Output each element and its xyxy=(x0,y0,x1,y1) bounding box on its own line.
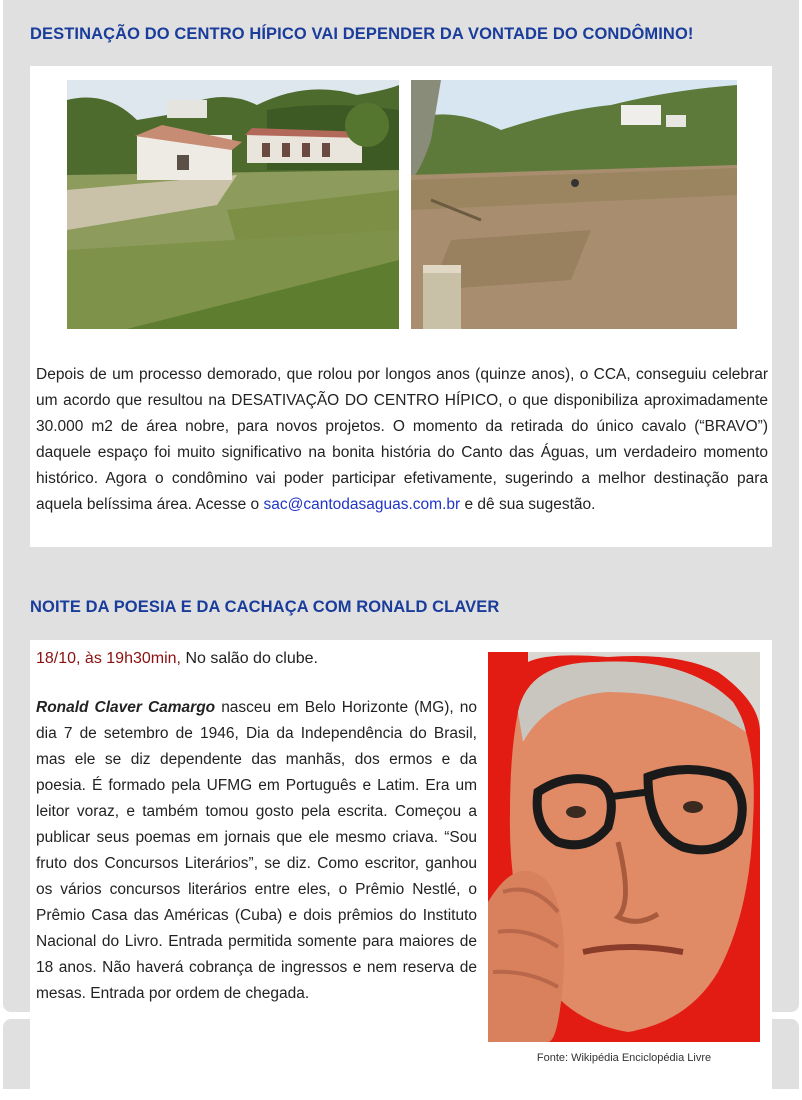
photo-centro-hipico-stables xyxy=(67,80,399,329)
photo-credit: Fonte: Wikipédia Enciclopédia Livre xyxy=(536,1052,712,1064)
article-body-noite-da-poesia xyxy=(36,695,477,1007)
article-card-noite-da-poesia xyxy=(30,640,772,1100)
event-date: 18/10, às 19h30min, xyxy=(36,650,181,667)
event-place: No salão do clube. xyxy=(185,650,318,667)
article-title-centro-hipico: DESTINAÇÃO DO CENTRO HÍPICO VAI DEPENDER DA VONTADE DO CONDÔMINO! xyxy=(30,25,694,43)
article-body-main: Depois de um processo demorado, que rolou por longos anos (quinze anos), o CCA, conseguiu celebrar um acordo que resultou na DESATIVAÇÃO DO CENTRO HÍPICO, o que disponibiliza aproximadamente 30.000 m2 de área nobre, para novos projetos. O momento da retirada do único cavalo (“BRAVO”) daquele espaço foi muito significativo na bonita história do Canto das Águas, um verdadeiro momento histórico. Agora o condômino vai poder participar efetivamente, sugerindo a melhor destinação para aquela belíssima área. Acesse o xyxy=(36,366,768,513)
person-bio: nasceu em Belo Horizonte (MG), no dia 7 de setembro de 1946, Dia da Independência do Brasil, mas ele se diz dependente das manhãs, dos ermos e da poesia. É formado pela UFMG em Português e Latim. Era um leitor voraz, e também tomou gosto pela escrita. Começou a publicar seus poemas em jornais que ele mesmo criava. “Sou fruto dos Concursos Literários”, se diz. Como escritor, ganhou os vários concursos literários entre eles, o Prêmio Nestlé, o Prêmio Casa das Américas (Cuba) e dois prêmios do Instituto Nacional do Livro. Entrada permitida somente para maiores de 18 anos. Não haverá cobrança de ingressos e nem reserva de mesas. Entrada por ordem de chegada. xyxy=(36,699,478,1002)
photo-centro-hipico-field xyxy=(411,80,737,329)
event-info xyxy=(36,648,318,670)
contact-email-link[interactable]: sac@cantodasaguas.com.br xyxy=(263,496,461,513)
article-body-end: e dê sua sugestão. xyxy=(464,496,596,513)
article-body-centro-hipico xyxy=(36,362,768,518)
portrait-ronald-claver xyxy=(488,652,760,1042)
article-card-centro-hipico xyxy=(30,66,772,547)
article-title-noite-da-poesia: NOITE DA POESIA E DA CACHAÇA COM RONALD CLAVER xyxy=(30,598,500,616)
person-name: Ronald Claver Camargo xyxy=(36,699,216,716)
